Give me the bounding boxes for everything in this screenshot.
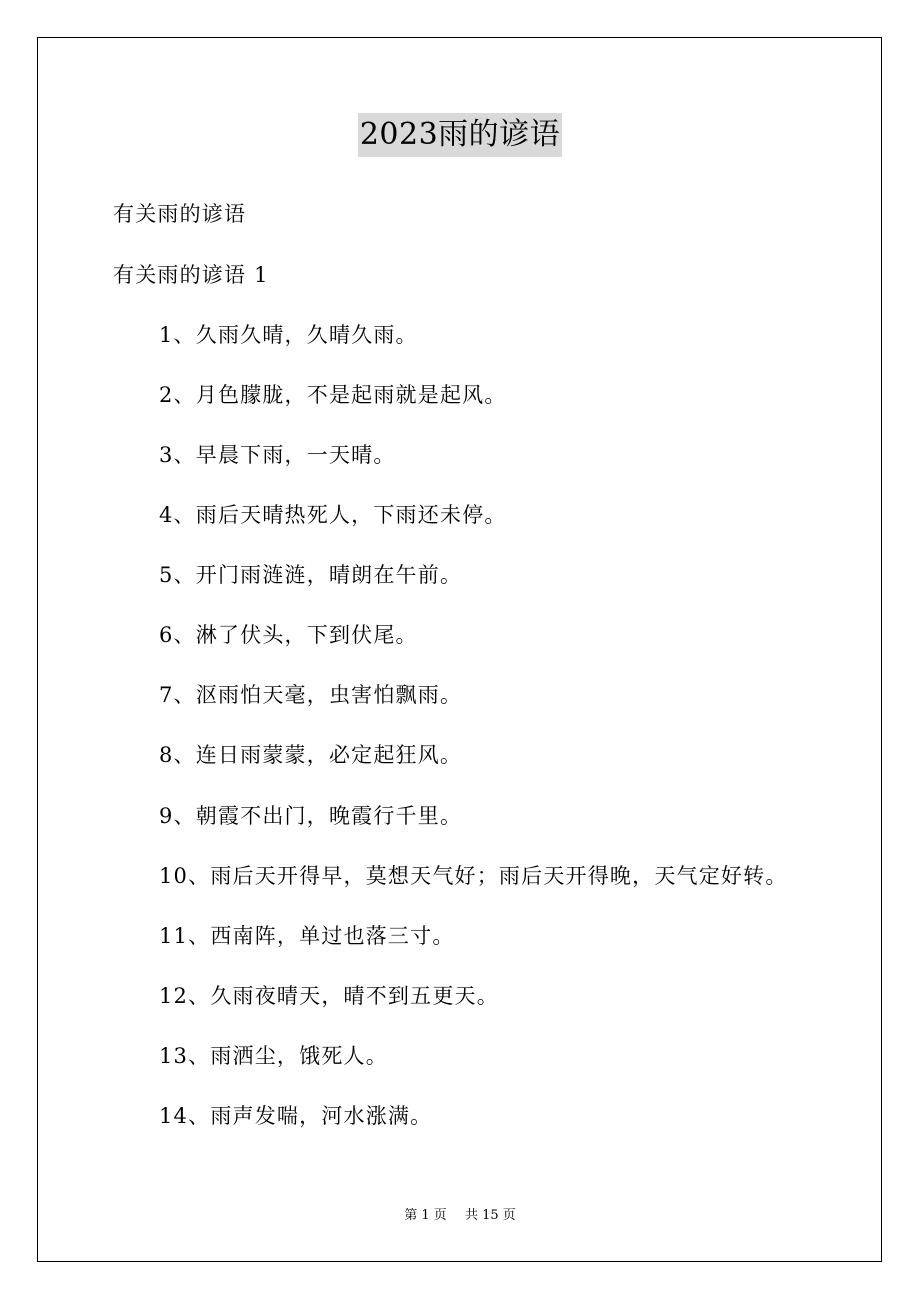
list-item: 13、雨洒尘，饿死人。 [159,1044,388,1068]
list-item: 7、沤雨怕天毫，虫害怕飘雨。 [159,683,463,707]
list-item: 6、淋了伏头，下到伏尾。 [159,623,418,647]
list-item: 5、开门雨涟涟，晴朗在午前。 [159,563,463,587]
page-footer [0,1206,920,1226]
section-subheading: 有关雨的谚语 1 [113,263,269,287]
list-item: 14、雨声发喘，河水涨满。 [159,1104,433,1128]
title-container [0,113,920,157]
list-item: 1、久雨久晴，久晴久雨。 [159,323,418,347]
list-item: 8、连日雨蒙蒙，必定起狂风。 [159,743,463,767]
list-item: 11、西南阵，单过也落三寸。 [159,924,455,948]
list-item: 2、月色朦胧，不是起雨就是起风。 [159,383,507,407]
list-item: 10、雨后天开得早，莫想天气好；雨后天开得晚，天气定好转。 [159,864,788,888]
list-item: 3、早晨下雨，一天晴。 [159,443,396,467]
list-item: 12、久雨夜晴天，晴不到五更天。 [159,984,499,1008]
list-item: 4、雨后天晴热死人，下雨还未停。 [159,503,507,527]
list-item: 9、朝霞不出门，晚霞行千里。 [159,804,463,828]
page-total: 共 15 页 [464,1208,516,1223]
document-title: 2023雨的谚语 [358,113,562,157]
section-heading: 有关雨的谚语 [113,202,247,226]
page-number: 第 1 页 [404,1208,447,1223]
